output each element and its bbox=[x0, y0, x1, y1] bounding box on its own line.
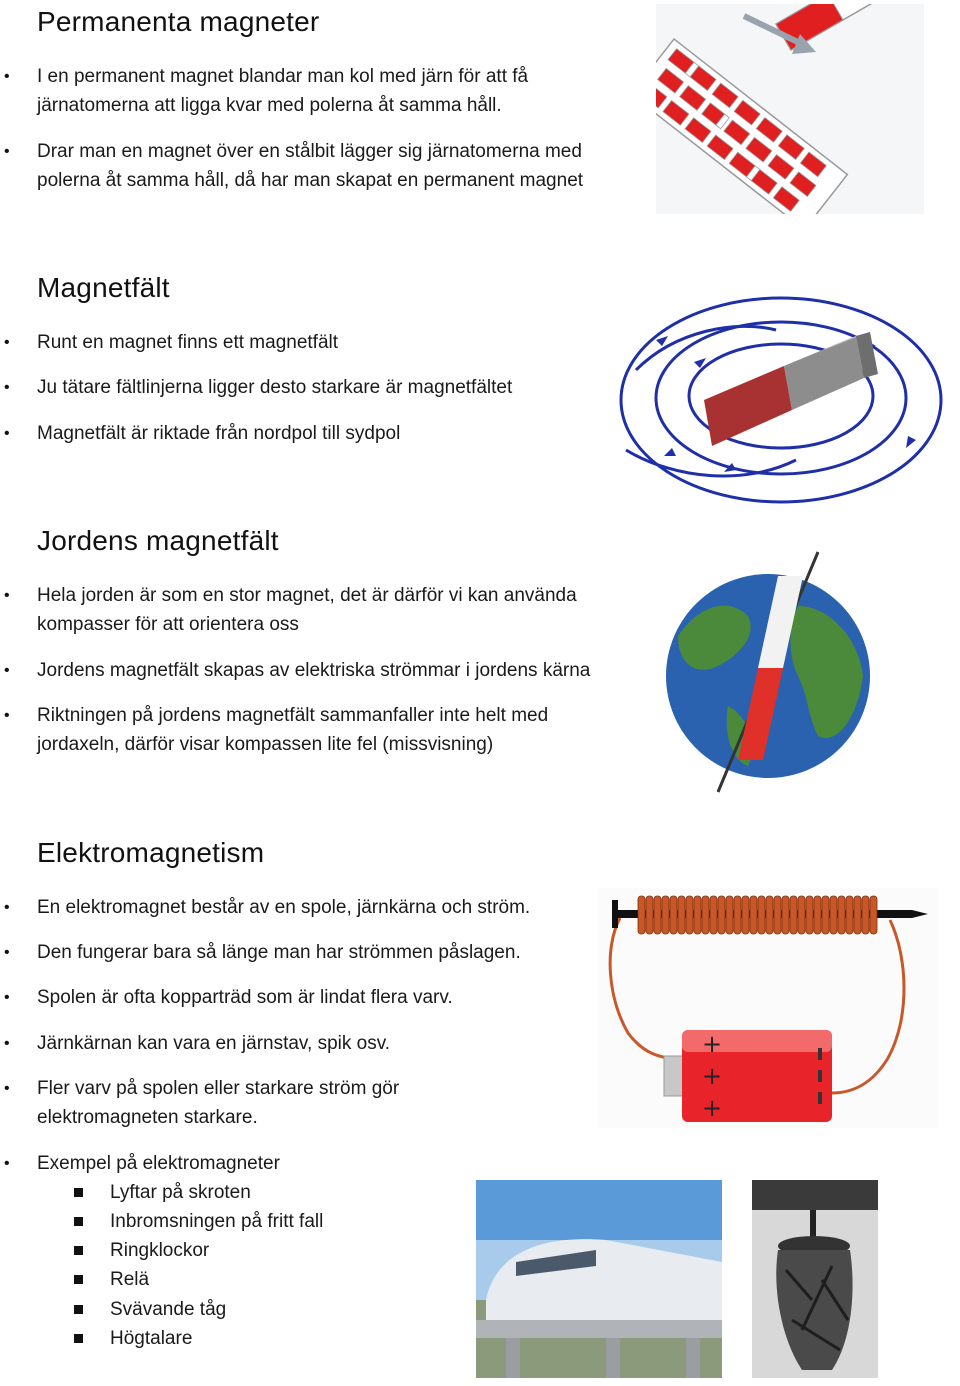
electromagnet-circuit-figure bbox=[598, 888, 938, 1128]
bullet-text: Jordens magnetfält skapas av elektriska strömmar i jordens kärna bbox=[37, 660, 591, 681]
bullet-text: Magnetfält är riktade från nordpol till sydpol bbox=[37, 423, 401, 444]
earth-magnet-figure bbox=[658, 546, 880, 796]
bullet-text: Runt en magnet finns ett magnetfält bbox=[37, 332, 339, 353]
bullet-marker: • bbox=[4, 379, 10, 396]
bullet-text: Järnkärnan kan vara en järnstav, spik osv. bbox=[37, 1033, 391, 1054]
bullet-text: Drar man en magnet över en stålbit lägger sig järnatomerna med polerna åt samma håll, då har man skapat en permanent magnet bbox=[37, 141, 584, 191]
example-item: Lyftar på skroten bbox=[110, 1182, 251, 1203]
section-title-jordens-magnetfalt: Jordens magnetfält bbox=[37, 525, 279, 556]
maglev-train-photo bbox=[476, 1180, 722, 1378]
bullet-marker: • bbox=[4, 1155, 10, 1172]
battery-plus-sign: + bbox=[702, 1030, 723, 1058]
bullet-text: Riktningen på jordens magnetfält sammanfaller inte helt med jordaxeln, därför visar kompassen lite fel (missvisning) bbox=[37, 705, 549, 755]
example-item: Svävande tåg bbox=[110, 1299, 227, 1320]
battery-plus-sign: + bbox=[702, 1062, 723, 1090]
bar-magnet-field-figure bbox=[616, 270, 956, 515]
bullet-text: Exempel på elektromagneter bbox=[37, 1153, 280, 1174]
sub-bullet-marker bbox=[74, 1246, 83, 1255]
sub-bullet-marker bbox=[74, 1305, 83, 1314]
example-item: Högtalare bbox=[110, 1328, 193, 1349]
bullet-marker: • bbox=[4, 1080, 10, 1097]
bullet-marker: • bbox=[4, 707, 10, 724]
bullet-marker: • bbox=[4, 143, 10, 160]
bullet-text: Fler varv på spolen eller starkare ström gör elektromagneten starkare. bbox=[37, 1078, 400, 1128]
sub-bullet-marker bbox=[74, 1275, 83, 1284]
magnetized-steel-figure bbox=[656, 4, 924, 214]
bullet-marker: • bbox=[4, 944, 10, 961]
bullet-text: En elektromagnet består av en spole, järnkärna och ström. bbox=[37, 897, 531, 918]
bullet-marker: • bbox=[4, 425, 10, 442]
bullet-marker: • bbox=[4, 662, 10, 679]
bullet-text: Ju tätare fältlinjerna ligger desto starkare är magnetfältet bbox=[37, 377, 513, 398]
section-title-permanenta-magneter: Permanenta magneter bbox=[37, 6, 320, 37]
bullet-text: I en permanent magnet blandar man kol med järn för att få järnatomerna att ligga kvar med polerna åt samma håll. bbox=[37, 66, 529, 116]
sub-bullet-marker bbox=[74, 1334, 83, 1343]
bullet-marker: • bbox=[4, 899, 10, 916]
bullet-marker: • bbox=[4, 1035, 10, 1052]
example-item: Ringklockor bbox=[110, 1240, 210, 1261]
bullet-text: Den fungerar bara så länge man har strömmen påslagen. bbox=[37, 942, 521, 963]
bullet-marker: • bbox=[4, 68, 10, 85]
example-item: Relä bbox=[110, 1269, 150, 1290]
bullet-marker: • bbox=[4, 334, 10, 351]
bullet-marker: • bbox=[4, 587, 10, 604]
sub-bullet-marker bbox=[74, 1217, 83, 1226]
bullet-text: Spolen är ofta kopparträd som är lindat flera varv. bbox=[37, 987, 453, 1008]
battery-plus-sign: + bbox=[702, 1094, 723, 1122]
scrapyard-magnet-photo bbox=[752, 1180, 878, 1378]
sub-bullet-marker bbox=[74, 1188, 83, 1197]
bullet-text: Hela jorden är som en stor magnet, det är därför vi kan använda kompasser för att orientera oss bbox=[37, 585, 577, 635]
section-title-magnetfalt: Magnetfält bbox=[37, 272, 170, 303]
bullet-marker: • bbox=[4, 989, 10, 1006]
example-item: Inbromsningen på fritt fall bbox=[110, 1211, 324, 1232]
section-title-elektromagnetism: Elektromagnetism bbox=[37, 837, 265, 868]
